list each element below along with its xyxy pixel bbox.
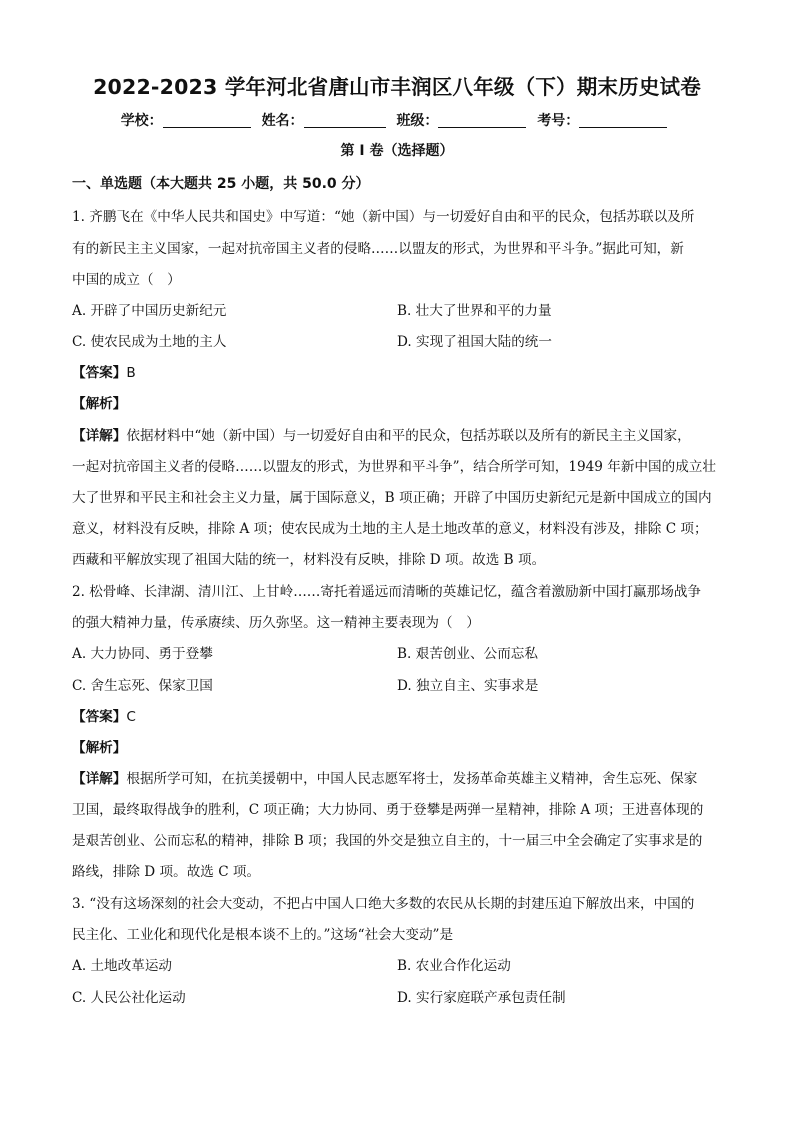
q2-option-c: C. 舍生忘死、保家卫国: [72, 678, 213, 694]
q2-stem-line: 的强大精神力量，传承赓续、历久弥坚。这一精神主要表现为（ ）: [72, 615, 480, 631]
school-label: 学校：: [120, 113, 163, 129]
section-title: 第 I 卷（选择题）: [340, 143, 454, 159]
detail-label: 【详解】: [72, 771, 127, 787]
student-info-line: [0, 110, 794, 130]
q2-option-d: D. 独立自主、实事求是: [397, 678, 539, 694]
answer-label: 【答案】: [72, 365, 127, 381]
q1-stem-line: 有的新民主主义国家，一起对抗帝国主义者的侵略……以盟友的形式，为世界和平斗争。”据此可知，新: [72, 241, 684, 257]
detail-label: 【详解】: [72, 428, 127, 444]
q3-stem-line: 3. “没有这场深刻的社会大变动，不把占中国人口绝大多数的农民从长期的封建压迫下解放出来，中国的: [72, 896, 695, 912]
exam-no-label: 考号：: [537, 113, 580, 129]
q1-option-a: A. 开辟了中国历史新纪元: [72, 303, 227, 319]
q3-option-c: C. 人民公社化运动: [72, 990, 186, 1006]
q2-detail-line: 是艰苦创业、公而忘私的精神，排除 B 项；我国的外交是独立自主的，十一届三中全会确定了实事求是的: [72, 833, 703, 849]
q2-detail-line: 路线，排除 D 项。故选 C 项。: [72, 864, 261, 880]
q2-answer: [72, 705, 136, 725]
q1-detail-line: 意义，材料没有反映，排除 A 项；使农民成为土地的主人是土地改革的意义，材料没有涉及，排除 C 项；: [72, 521, 708, 537]
class-blank[interactable]: [438, 113, 526, 128]
q1-detail-line: 【详解】依据材料中“她（新中国）与一切爱好自由和平的民众，包括苏联以及所有的新民主主义国家，: [72, 428, 691, 444]
q2-detail-line: 【详解】根据所学可知，在抗美援朝中，中国人民志愿军将士，发扬革命英雄主义精神，舍生忘死、保家: [72, 771, 698, 787]
q3-stem-line: 民主化、工业化和现代化是根本谈不上的。”这场“社会大变动”是: [72, 927, 454, 943]
q3-option-b: B. 农业合作化运动: [397, 958, 511, 974]
q1-option-d: D. 实现了祖国大陆的统一: [397, 334, 552, 350]
name-label: 姓名：: [261, 113, 304, 129]
q1-option-b: B. 壮大了世界和平的力量: [397, 303, 552, 319]
q2-stem-line: 2. 松骨峰、长津湖、清川江、上甘岭……寄托着遥远而清晰的英雄记忆，蕴含着激励新中国打赢那场战争: [72, 584, 702, 600]
q1-stem-line: 1. 齐鹏飞在《中华人民共和国史》中写道：“她（新中国）与一切爱好自由和平的民众，包括苏联以及所: [72, 209, 695, 225]
exam-title: 2022-2023 学年河北省唐山市丰润区八年级（下）期末历史试卷: [93, 75, 701, 99]
answer-value: B: [126, 365, 136, 381]
q2-detail-line: 卫国，最终取得战争的胜利，C 项正确；大力协同、勇于登攀是两弹一星精神，排除 A 项；王进喜体现的: [72, 802, 704, 818]
part-title: 一、单选题（本大题共 25 小题，共 50.0 分）: [72, 176, 370, 192]
q1-detail-line: 大了世界和平民主和社会主义力量，属于国际意义，B 项正确；开辟了中国历史新纪元是新中国成立的国内: [72, 490, 712, 506]
q1-answer: [72, 361, 136, 381]
q1-stem-line: 中国的成立（ ）: [72, 272, 181, 288]
q1-detail-line: 西藏和平解放实现了祖国大陆的统一，材料没有反映，排除 D 项。故选 B 项。: [72, 552, 546, 568]
q3-option-d: D. 实行家庭联产承包责任制: [397, 990, 566, 1006]
school-blank[interactable]: [163, 113, 251, 128]
q2-option-b: B. 艰苦创业、公而忘私: [397, 646, 538, 662]
q3-option-a: A. 土地改革运动: [72, 958, 173, 974]
answer-value: C: [126, 709, 136, 725]
q1-detail-line: 一起对抗帝国主义者的侵略……以盟友的形式，为世界和平斗争”，结合所学可知，1949 年新中国的成立壮: [72, 459, 716, 475]
exam-no-blank[interactable]: [579, 113, 667, 128]
answer-label: 【答案】: [72, 709, 127, 725]
q2-option-a: A. 大力协同、勇于登攀: [72, 646, 213, 662]
q2-analysis-label: 【解析】: [72, 740, 127, 756]
q1-option-c: C. 使农民成为土地的主人: [72, 334, 227, 350]
class-label: 班级：: [396, 113, 439, 129]
q1-analysis-label: 【解析】: [72, 396, 127, 412]
name-blank[interactable]: [304, 113, 386, 128]
